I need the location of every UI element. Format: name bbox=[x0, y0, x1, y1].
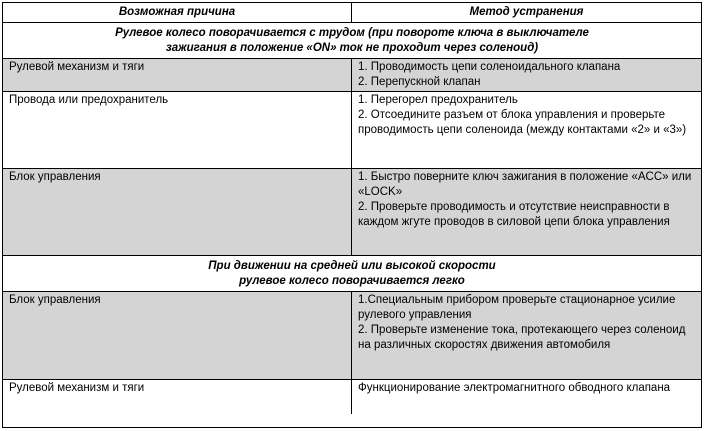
method-item: 1. Перегорел предохранитель bbox=[358, 94, 518, 106]
table-row bbox=[3, 380, 701, 414]
header-cause: Возможная причина bbox=[3, 3, 352, 22]
cause-cell: Рулевой механизм и тяги bbox=[3, 380, 352, 414]
method-item: 2. Проверьте проводимость и отсутствие неисправности в каждом жгуте проводов в силовой цепи блока управления bbox=[358, 201, 670, 228]
table-header-row bbox=[3, 3, 701, 23]
section-title-row bbox=[3, 256, 701, 292]
method-cell bbox=[352, 292, 701, 379]
method-item: 2. Проверьте изменение тока, протекающего через соленоид на различных скоростях движения автомобиля bbox=[358, 324, 686, 351]
cause-cell: Блок управления bbox=[3, 292, 352, 379]
method-item: 1. Быстро поверните ключ зажигания в положение «ACC» или «LOCK» bbox=[358, 171, 692, 198]
troubleshooting-table bbox=[2, 2, 702, 428]
header-method: Метод устранения bbox=[469, 6, 584, 18]
table-row bbox=[3, 169, 701, 256]
table-row bbox=[3, 292, 701, 380]
section-title-line: Рулевое колесо поворачивается с трудом (при повороте ключа в выключателе bbox=[115, 27, 589, 39]
method-cell bbox=[352, 169, 701, 255]
method-item: 1.Специальным прибором проверьте стационарное усилие рулевого управления bbox=[358, 294, 676, 321]
method-cell bbox=[352, 92, 701, 168]
cause-cell: Рулевой механизм и тяги bbox=[3, 59, 352, 91]
section-title bbox=[3, 23, 701, 58]
table-row bbox=[3, 59, 701, 92]
section-title bbox=[3, 256, 701, 291]
method-item: 2. Отсоедините разъем от блока управления и проверьте проводимость цепи соленоида (между контактами «2» и «3») bbox=[358, 109, 687, 136]
section-title-line: При движении на средней или высокой скорости bbox=[208, 260, 496, 272]
method-cell bbox=[352, 380, 701, 414]
table-row bbox=[3, 92, 701, 169]
section-title-line: рулевое колесо поворачивается легко bbox=[239, 275, 465, 287]
method-cell bbox=[352, 59, 701, 91]
cause-cell: Провода или предохранитель bbox=[3, 92, 352, 168]
method-item: Функционирование электромагнитного обводного клапана bbox=[358, 382, 671, 394]
section-title-line: зажигания в положение «ON» ток не проходит через соленоид) bbox=[165, 42, 539, 54]
method-item: 2. Перепускной клапан bbox=[358, 76, 481, 88]
section-title-row bbox=[3, 23, 701, 59]
cause-cell: Блок управления bbox=[3, 169, 352, 255]
method-item: 1. Проводимость цепи соленоидального клапана bbox=[358, 61, 621, 73]
